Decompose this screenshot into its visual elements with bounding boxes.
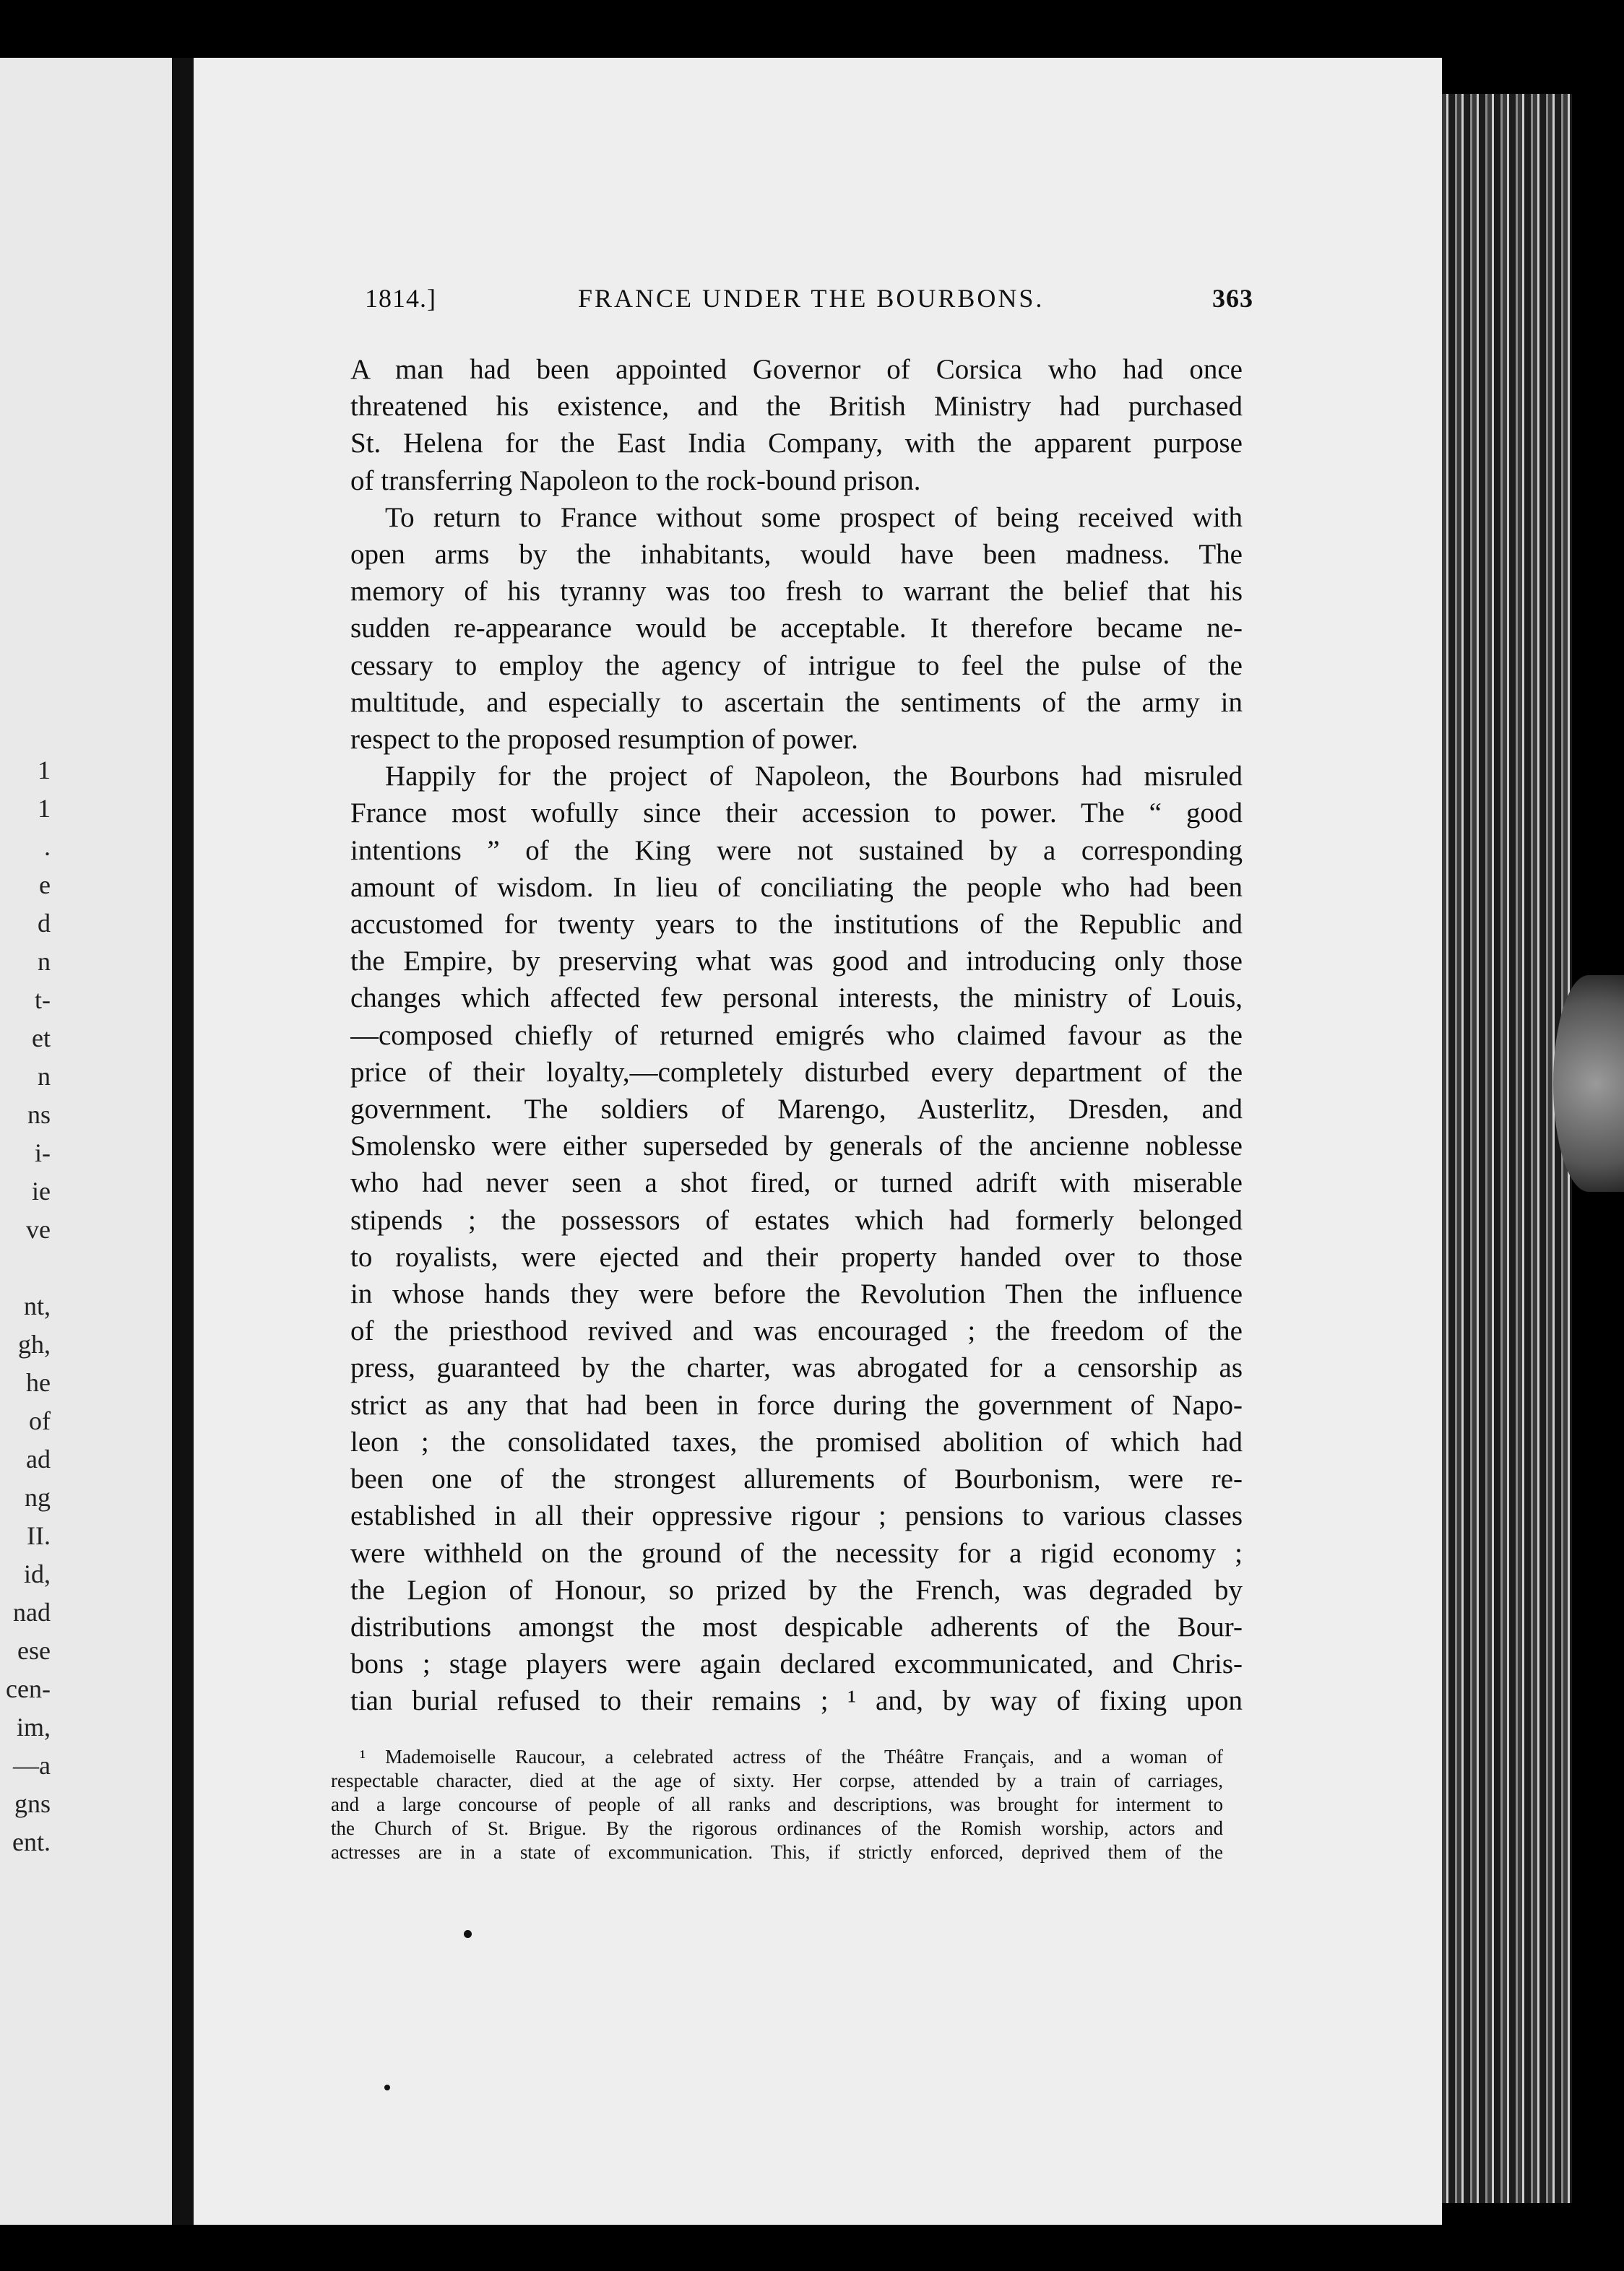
body-line: strict as any that had been in force during the government of Napo- [350,1389,1243,1421]
margin-fragment: 1 [38,756,51,784]
footnote-line: the Church of St. Brigue. By the rigorous ordinances of the Romish worship, actors and [331,1817,1223,1839]
body-line: to royalists, were ejected and their property handed over to those [350,1241,1243,1273]
margin-fragment: gns [14,1789,51,1818]
body-line: the Empire, by preserving what was good and introducing only those [350,946,1243,977]
body-line: changes which affected few personal interests, the ministry of Louis, [350,982,1243,1014]
margin-fragment: ad [26,1445,51,1474]
body-line: St. Helena for the East India Company, with the apparent purpose [350,428,1243,459]
ink-speck [384,2085,390,2090]
footnote-line: actresses are in a state of excommunication. This, if strictly enforced, deprived them of the [331,1841,1223,1863]
body-line: government. The soldiers of Marengo, Austerlitz, Dresden, and [350,1094,1243,1125]
margin-fragment: . [44,832,51,861]
header-title: FRANCE UNDER THE BOURBONS. [578,284,1045,313]
body-line: cessary to employ the agency of intrigue to feel the pulse of the [350,649,1243,681]
scan-smudge [1553,975,1624,1192]
body-line: tian burial refused to their remains ; ¹ and, by way of fixing upon [350,1685,1243,1717]
page-edges [1442,94,1572,2203]
margin-fragment: et [32,1024,51,1052]
margin-fragment: ns [27,1100,51,1129]
body-line: bons ; stage players were again declared excommunicated, and Chris- [350,1648,1243,1680]
body-line: price of their loyalty,—completely disturbed every department of the [350,1056,1243,1088]
body-line: memory of his tyranny was too fresh to warrant the belief that his [350,576,1243,607]
body-line: accustomed for twenty years to the institutions of the Republic and [350,909,1243,940]
margin-fragment [0,1249,51,1287]
margin-fragment: —a [13,1751,51,1780]
body-line: —composed chiefly of returned emigrés who claimed favour as the [350,1019,1243,1051]
margin-fragment: d [38,909,51,938]
footnotes [331,1745,1223,1864]
left-page-margin-text [0,751,51,1861]
body-line: respect to the proposed resumption of power. [350,724,858,756]
margin-fragment: ve [26,1215,51,1244]
body-line: were withheld on the ground of the necessity for a rigid economy ; [350,1537,1243,1569]
body-line: stipends ; the possessors of estates which had formerly belonged [350,1204,1243,1236]
body-line: who had never seen a shot fired, or turned adrift with miserable [350,1167,1243,1199]
body-line: open arms by the inhabitants, would have been madness. The [350,539,1243,571]
page-number: 363 [1212,284,1253,313]
body-line: threatened his existence, and the British Ministry had purchased [350,391,1243,423]
margin-fragment: ie [32,1177,51,1206]
margin-fragment: id, [23,1560,51,1588]
margin-fragment: t- [35,985,51,1014]
ink-speck [464,1930,472,1938]
margin-fragment: nt, [23,1292,51,1320]
book-gutter [172,58,194,2225]
margin-fragment: he [26,1368,51,1397]
margin-fragment: cen- [6,1674,51,1703]
margin-fragment: ng [25,1483,51,1512]
body-line: leon ; the consolidated taxes, the promised abolition of which had [350,1426,1243,1458]
body-line: A man had been appointed Governor of Corsica who had once [350,354,1243,385]
footnote-line: and a large concourse of people of all ranks and descriptions, was brought for interment to [331,1794,1223,1815]
body-line: of the priesthood revived and was encouraged ; the freedom of the [350,1315,1243,1347]
body-line: sudden re-appearance would be acceptable. It therefore became ne- [350,613,1243,644]
body-line: press, guaranteed by the charter, was abrogated for a censorship as [350,1352,1243,1384]
margin-fragment: n [38,947,51,976]
body-line: amount of wisdom. In lieu of conciliating the people who had been [350,871,1243,903]
body-line: in whose hands they were before the Revolution Then the influence [350,1279,1243,1310]
body-line: To return to France without some prospect of being received with [385,501,1243,533]
body-line: of transferring Napoleon to the rock-bound prison. [350,464,921,496]
header-year: 1814.] [365,284,436,313]
body-line: Smolensko were either superseded by generals of the ancienne noblesse [350,1130,1243,1162]
margin-fragment: e [39,870,51,899]
body-line: distributions amongst the most despicable adherents of the Bour- [350,1611,1243,1643]
body-line: intentions ” of the King were not sustained by a corresponding [350,834,1243,866]
margin-fragment: ent. [12,1827,51,1856]
body-line: France most wofully since their accession to power. The “ good [350,797,1243,829]
margin-fragment: im, [16,1713,51,1742]
margin-fragment: II. [27,1521,51,1550]
footnote-line: ¹ Mademoiselle Raucour, a celebrated actress of the Théâtre Français, and a woman of [360,1746,1223,1768]
body-line: the Legion of Honour, so prized by the French, was degraded by [350,1574,1243,1606]
margin-fragment: 1 [38,794,51,823]
running-header [365,283,1253,319]
margin-fragment: i- [35,1138,51,1167]
margin-fragment: ese [17,1636,51,1665]
margin-fragment: gh, [18,1330,51,1359]
margin-fragment: nad [13,1598,51,1627]
margin-fragment: of [29,1406,51,1435]
body-text [350,351,1243,1720]
body-line: multitude, and especially to ascertain the sentiments of the army in [350,686,1243,718]
body-line: Happily for the project of Napoleon, the Bourbons had misruled [385,761,1243,792]
margin-fragment: n [38,1062,51,1091]
body-line: established in all their oppressive rigour ; pensions to various classes [350,1500,1243,1532]
body-line: been one of the strongest allurements of Bourbonism, were re- [350,1463,1243,1495]
footnote-line: respectable character, died at the age of sixty. Her corpse, attended by a train of carriages, [331,1770,1223,1791]
